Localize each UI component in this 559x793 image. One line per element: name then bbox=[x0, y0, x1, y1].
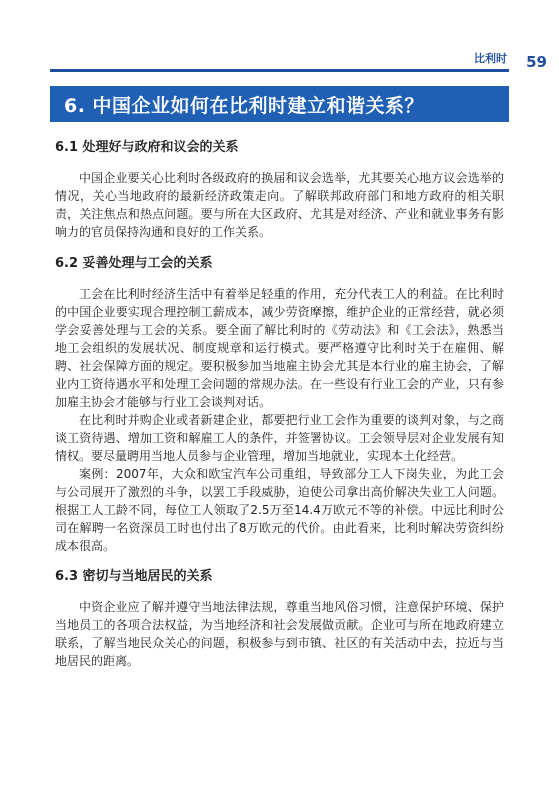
chapter-title: 6. 中国企业如何在比利时建立和谐关系？ bbox=[64, 94, 425, 117]
running-header: 比利时 bbox=[474, 52, 507, 65]
paragraph-union-2: 在比利时并购企业或者新建企业，都要把行业工会作为重要的谈判对象，与之商谈工资待遇、增加工资和解雇工人的条件，并签署协议。工会领导层对企业发展有知情权。要尽量聘用当地人员参与企业管理，增加当地就业，实现本土化经营。 bbox=[55, 413, 504, 463]
header-rule bbox=[50, 69, 509, 72]
section-heading-residents: 6.3 密切与当地居民的关系 bbox=[55, 569, 213, 584]
paragraph-union-case: 案例：2007年，大众和欧宝汽车公司重组，导致部分工人下岗失业，为此工会与公司展开了激烈的斗争，以罢工手段威胁，迫使公司拿出高价解决失业工人问题。根据工人工龄不同，每位工人领取了2.5万至14.4万欧元不等的补偿。中远比利时公司在解聘一名资深员工时也付出了8万欧元的代价。由此看来，比利时解决劳资纠纷成本很高。 bbox=[55, 467, 504, 553]
paragraph-government: 中国企业要关心比利时各级政府的换届和议会选举，尤其要关心地方议会选举的情况，关心当地政府的最新经济政策走向。了解联邦政府部门和地方政府的相关职责，关注焦点和热点问题。要与所在大区政府、尤其是对经济、产业和就业事务有影响力的官员保持沟通和良好的工作关系。 bbox=[55, 171, 504, 239]
chapter-title-bar bbox=[50, 86, 509, 122]
page-content bbox=[55, 139, 504, 670]
section-heading-union: 6.2 妥善处理与工会的关系 bbox=[55, 256, 213, 271]
paragraph-union-1: 工会在比利时经济生活中有着举足轻重的作用，充分代表工人的利益。在比利时的中国企业要实现合理控制工薪成本，减少劳资摩擦，维护企业的正常经营，就必须学会妥善处理与工会的关系。要全面了解比利时的《劳动法》和《工会法》，熟悉当地工会组织的发展状况、制度规章和运行模式。要严格遵守比利时关于在雇佣、解聘、社会保障方面的规定。要积极参加当地雇主协会尤其是本行业的雇主协会，了解业内工资待遇水平和处理工会问题的常规办法。在一些设有行业工会的产业，只有参加雇主协会才能够与行业工会谈判对话。 bbox=[55, 287, 504, 409]
section-heading-government: 6.1 处理好与政府和议会的关系 bbox=[55, 140, 239, 155]
paragraph-residents: 中资企业应了解并遵守当地法律法规，尊重当地风俗习惯，注意保护环境、保护当地员工的各项合法权益，为当地经济和社会发展做贡献。企业可与所在地政府建立联系，了解当地民众关心的问题，积极参与到市镇、社区的有关活动中去，拉近与当地居民的距离。 bbox=[55, 600, 504, 668]
page-number: 59 bbox=[526, 53, 547, 71]
